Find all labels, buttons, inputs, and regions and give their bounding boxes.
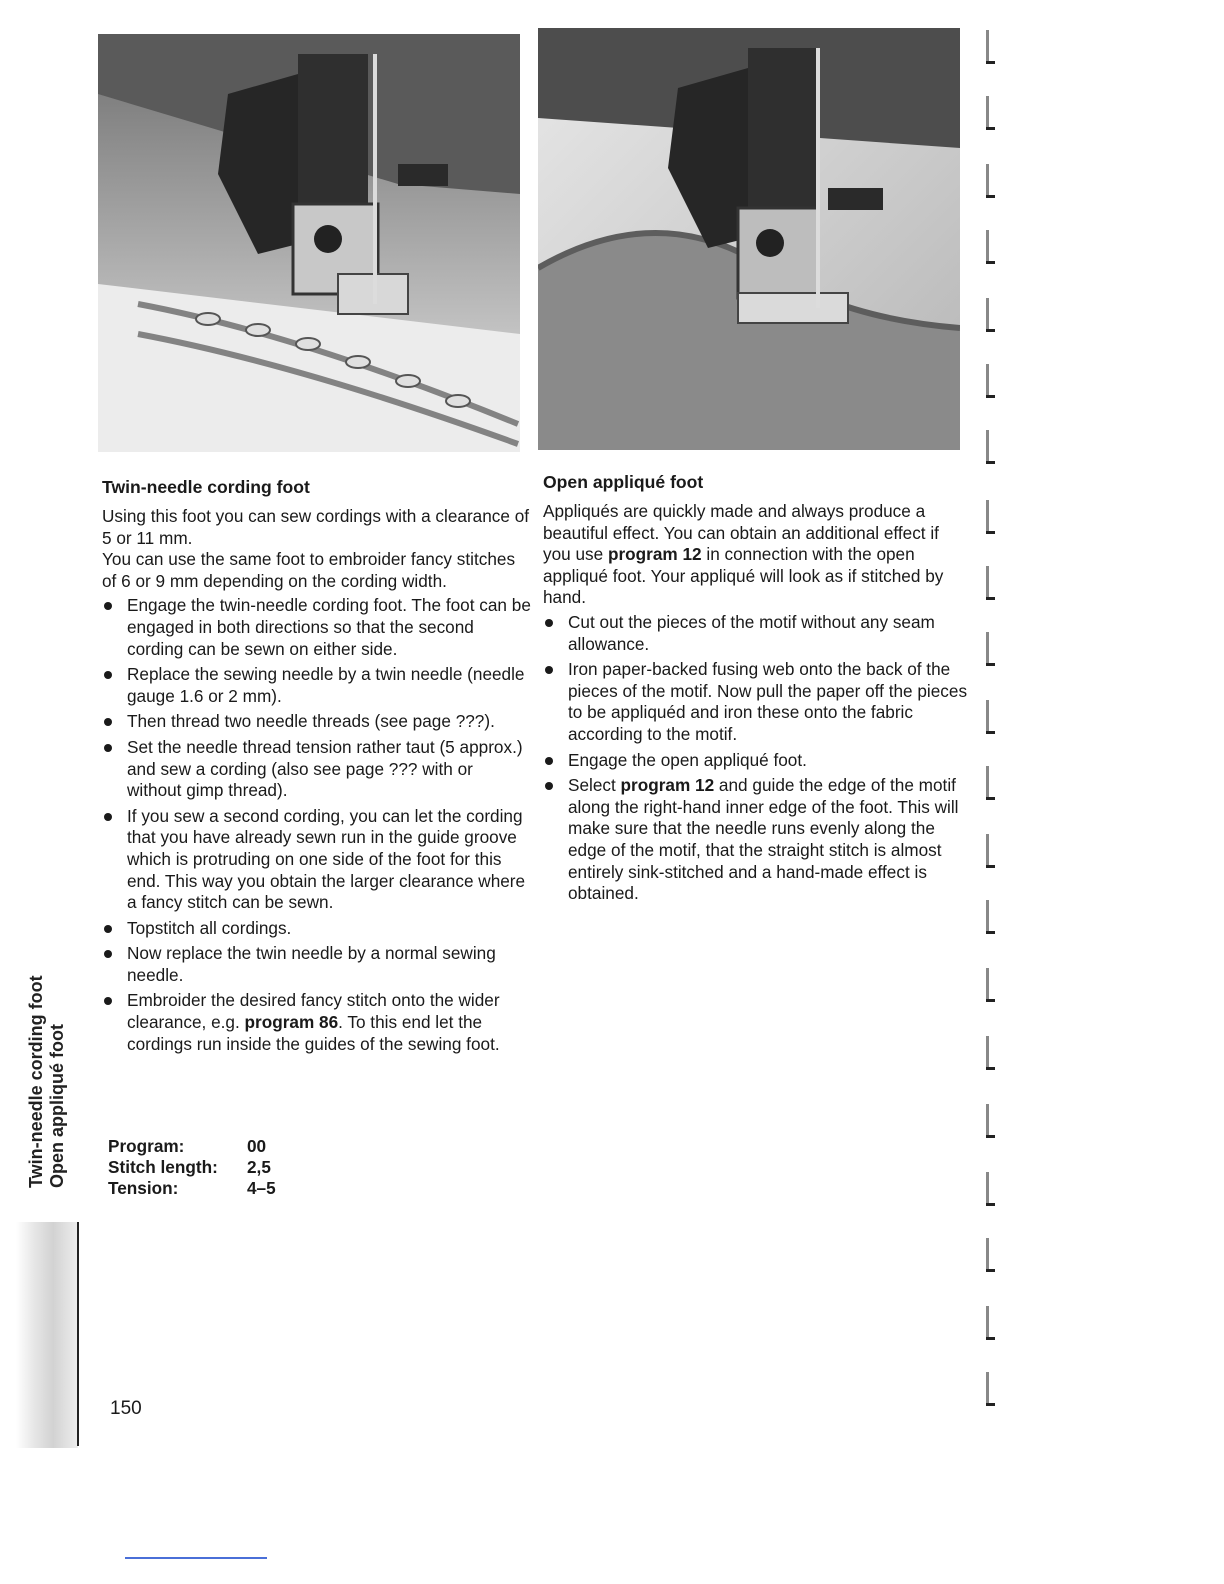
program-reference: program 12 <box>620 775 715 796</box>
text: . To this end let the cordings run inside the guides of the sewing foot. <box>127 1012 500 1054</box>
list-item: Topstitch all cordings. <box>102 918 532 940</box>
chapter-tab <box>16 1222 78 1448</box>
edge-mark <box>986 30 989 64</box>
edge-mark <box>986 900 989 934</box>
chapter-side-title <box>26 968 68 1188</box>
text: in connection with the open appliqué foot. Your appliqué will look as if stitched by hand. <box>543 544 944 608</box>
settings-value: 2,5 <box>247 1157 271 1177</box>
paragraph: You can use the same foot to embroider fancy stitches of 6 or 9 mm depending on the cording width. <box>102 549 516 591</box>
cording-foot-photo <box>98 34 520 452</box>
text: Select <box>568 775 621 796</box>
list-item: Then thread two needle threads (see page ???). <box>102 711 532 733</box>
settings-label: Tension: <box>108 1178 179 1198</box>
binding-edge-marks <box>982 30 1012 1420</box>
paragraph: Using this foot you can sew cordings with a clearance of 5 or 11 mm. <box>102 506 530 548</box>
edge-mark <box>986 566 989 600</box>
edge-mark <box>986 430 989 464</box>
list-item: Replace the sewing needle by a twin needle (needle gauge 1.6 or 2 mm). <box>102 664 532 707</box>
program-reference: program 12 <box>607 544 702 565</box>
edge-mark <box>986 164 989 198</box>
edge-mark <box>986 500 989 534</box>
settings-label: Program: <box>108 1136 185 1156</box>
list-item <box>543 775 968 905</box>
settings-value: 00 <box>247 1136 267 1156</box>
list-item: Engage the twin-needle cording foot. The foot can be engaged in both directions so that the second cording can be sewn on either side. <box>102 595 532 660</box>
side-title-line: Open appliqué foot <box>47 1024 67 1188</box>
edge-mark <box>986 230 989 264</box>
edge-mark <box>986 632 989 666</box>
paragraph <box>543 501 968 609</box>
edge-mark <box>986 1104 989 1138</box>
edge-mark <box>986 1036 989 1070</box>
section-heading: Twin-needle cording foot <box>102 477 310 497</box>
sewing-foot-applique-photo-icon <box>538 28 960 450</box>
settings-row <box>108 1178 276 1199</box>
list-item: Set the needle thread tension rather taut (5 approx.) and sew a cording (also see page ??? with or without gimp thread). <box>102 737 532 802</box>
list-item: Engage the open appliqué foot. <box>543 750 968 772</box>
applique-foot-section <box>543 471 968 909</box>
settings-label: Stitch length: <box>108 1157 218 1177</box>
settings-table <box>108 1136 276 1199</box>
side-title-line: Twin-needle cording foot <box>26 975 46 1188</box>
chapter-tab-rule <box>77 1222 79 1446</box>
list-item: Now replace the twin needle by a normal sewing needle. <box>102 943 532 986</box>
edge-mark <box>986 834 989 868</box>
list-item: If you sew a second cording, you can let the cording that you have already sewn run in the guide groove which is protruding on one side of the foot for this end. This way you obtain the larger clearance where a fancy stitch can be sewn. <box>102 806 532 914</box>
edge-mark <box>986 1172 989 1206</box>
settings-row <box>108 1157 276 1178</box>
applique-foot-photo <box>538 28 960 450</box>
list-item: Iron paper-backed fusing web onto the back of the pieces of the motif. Now pull the paper off the pieces to be appliquéd and iron these onto the fabric according to the motif. <box>543 659 968 745</box>
cording-foot-section <box>102 476 532 1059</box>
sewing-foot-cording-photo-icon <box>98 34 520 452</box>
settings-row <box>108 1136 276 1157</box>
edge-mark <box>986 364 989 398</box>
program-reference: program 86 <box>244 1012 339 1033</box>
instruction-list <box>102 595 532 1055</box>
instruction-list <box>543 612 968 905</box>
text: and guide the edge of the motif along the right-hand inner edge of the foot. This will make sure that the needle runs evenly along the edge of the motif, that the straight stitch is almost entirely sink-stitched and a hand-made effect is obtained. <box>568 775 959 904</box>
page-number: 150 <box>110 1398 142 1419</box>
edge-mark <box>986 96 989 130</box>
edge-mark <box>986 700 989 734</box>
edge-mark <box>986 968 989 1002</box>
edge-mark <box>986 766 989 800</box>
text: Embroider the desired fancy stitch onto the wider clearance, e.g. <box>127 990 500 1033</box>
list-item: Cut out the pieces of the motif without any seam allowance. <box>543 612 968 655</box>
settings-value: 4–5 <box>247 1178 276 1198</box>
text: Appliqués are quickly made and always produce a beautiful effect. You can obtain an additional effect if you use <box>543 501 939 565</box>
bottom-underline <box>125 1557 267 1559</box>
edge-mark <box>986 1372 989 1406</box>
edge-mark <box>986 1306 989 1340</box>
edge-mark <box>986 298 989 332</box>
section-heading: Open appliqué foot <box>543 472 704 492</box>
list-item <box>102 990 532 1055</box>
edge-mark <box>986 1238 989 1272</box>
